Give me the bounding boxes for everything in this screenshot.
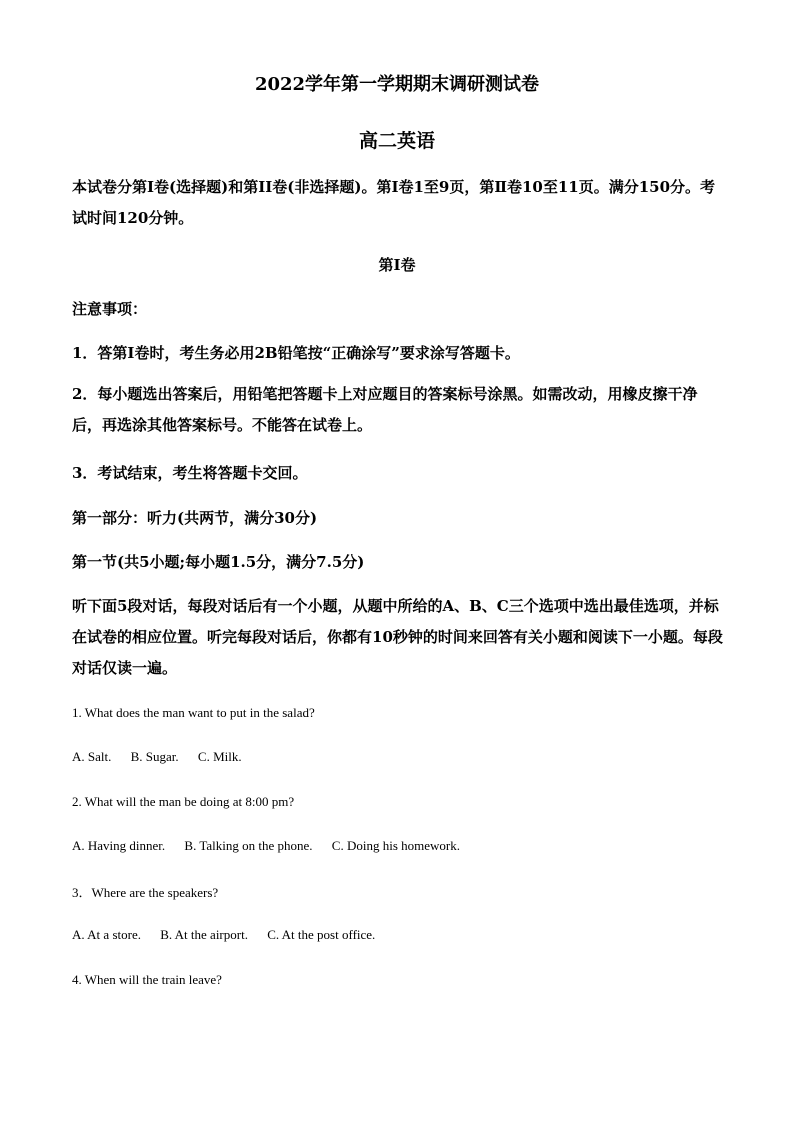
notice-item: 1．答第I卷时，考生务必用2B铅笔按“正确涂写”要求涂写答题卡。 [72,344,520,362]
notice-item: 3．考试结束，考生将答题卡交回。 [72,464,308,482]
volume-title: 第I卷 [378,256,416,274]
question-1: 1. What does the man want to put in the salad? [72,705,315,720]
option-c: C. Doing his homework. [331,838,460,853]
intro-paragraph: 本试卷分第I卷(选择题)和第II卷(非选择题)。第I卷1至9页，第Ⅱ卷10至11页。满分150分。考试时间120分钟。 [72,178,716,227]
section-heading: 第一节(共5小题;每小题1.5分，满分7.5分) [72,553,365,571]
question-2-options [72,838,460,854]
question-3-options [72,927,375,943]
option-b: B. Talking on the phone. [184,838,313,853]
question-2: 2. What will the man be doing at 8:00 pm? [72,794,295,809]
notice-item: 2．每小题选出答案后，用铅笔把答题卡上对应题目的答案标号涂黑。如需改动，用橡皮擦干净后，再选涂其他答案标号。不能答在试卷上。 [72,385,698,434]
option-b: B. At the airport. [160,927,248,942]
option-c: C. Milk. [197,749,242,764]
option-a: A. At a store. [72,927,141,942]
exam-title: 2022学年第一学期期末调研测试卷 [254,74,540,95]
option-c: C. At the post office. [267,927,376,942]
option-a: A. Having dinner. [72,838,166,853]
notice-heading: 注意事项： [72,300,148,318]
question-3: 3．Where are the speakers? [72,885,219,900]
question-1-options [72,749,242,765]
part-heading: 第一部分：听力(共两节，满分30分) [72,509,318,527]
option-b: B. Sugar. [130,749,179,764]
option-a: A. Salt. [72,749,112,764]
listening-instructions: 听下面5段对话，每段对话后有一个小题，从题中所给的A、B、C三个选项中选出最佳选项，并标在试卷的相应位置。听完每段对话后，你都有10秒钟的时间来回答有关小题和阅读下一小题。每段对话仅读一遍。 [72,597,723,677]
subject-title: 高二英语 [358,130,435,152]
question-4: 4. When will the train leave? [72,972,222,987]
